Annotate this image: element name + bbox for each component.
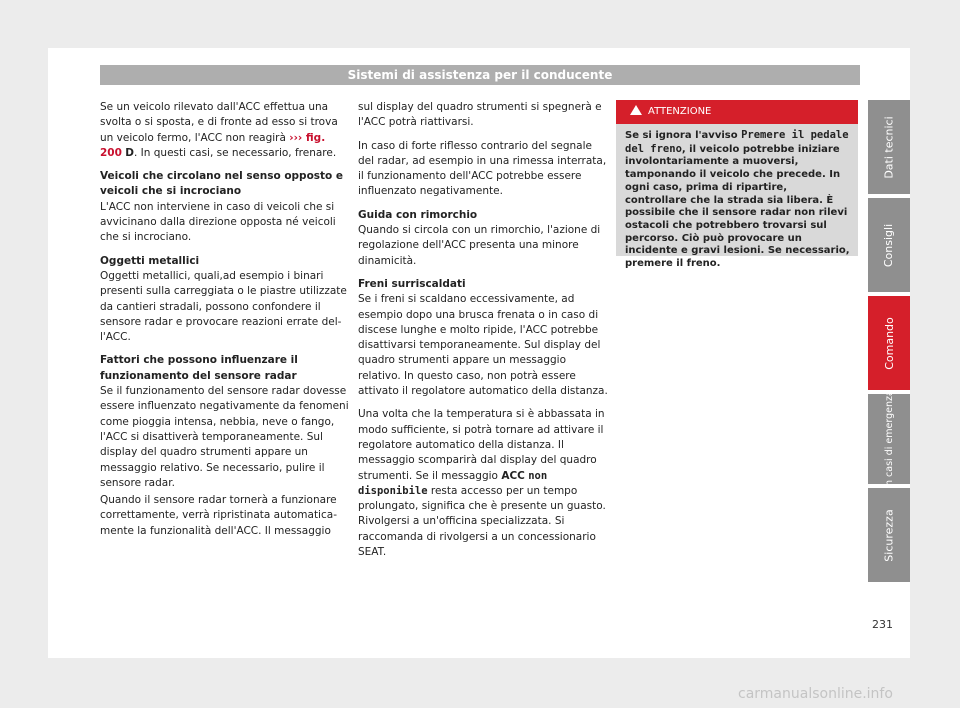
page-header: Sistemi di assistenza per il conducente — [100, 65, 860, 85]
warning-text-part: , il veicolo potrebbe iniziare involontariamente a muoversi, tamponando il veicolo che precede. In ogni caso, prima di ripartire, controllare che la strada sia libera. È possibile che il sensore radar non rilevi ostacoli che potrebbero trovarsi sul percorso. Ciò può provocare un incidente e gravi lesioni. Se necessario, premere il freno. — [625, 143, 850, 270]
warning-text — [616, 124, 858, 271]
message-non-disponibile: non disponibile — [358, 469, 548, 497]
tab-label: In casi di emergenza — [883, 389, 895, 489]
text-column-left — [100, 100, 350, 547]
warning-title: ATTENZIONE — [648, 106, 712, 117]
paragraph: Se i freni si scaldano eccessivamente, ad esempio dopo una brusca frenata o in caso di discese lunghe e molto ripide, l'ACC potrebbe disattivarsi temporaneamente. Sul display del quadro strumenti appare un messaggio relativo. In questo caso, non potrà essere attivato il regolatore automatico della distanza. — [358, 293, 608, 398]
tab-in-casi-di-emergenza[interactable] — [868, 389, 910, 489]
text-column-middle — [358, 100, 608, 568]
warning-box — [616, 100, 858, 270]
tab-consigli[interactable] — [868, 198, 910, 292]
section-heading: Fattori che possono influenzare il funzionamento del sensore radar — [100, 354, 298, 382]
section-heading: Oggetti metallici — [100, 254, 200, 267]
paragraph: Oggetti metallici, quali,ad esempio i binari presenti sulla carreggiata o le piastre utilizzate da cantieri stradali, possono confondere il sensore radar e provocare reazioni errate dell'ACC. — [100, 269, 347, 344]
paragraph-text: Se un veicolo rilevato dall'ACC effettua una svolta o si sposta, e di fronte ad esso si trova un veicolo fermo, l'ACC non reagirà — [100, 101, 338, 144]
page-number: 231 — [872, 618, 893, 631]
paragraph-text: . In questi casi, se necessario, frenare. — [133, 146, 337, 159]
paragraph — [100, 100, 350, 161]
warning-message-code: Premere il pedale del freno — [625, 129, 849, 155]
message-acc: ACC — [501, 469, 525, 482]
paragraph — [358, 407, 608, 560]
tab-label: Consigli — [882, 223, 896, 267]
paragraph: sul display del quadro strumenti si spegnerà e l'ACC potrà riattivarsi. — [358, 101, 602, 129]
warning-text-part: Se si ignora l'avviso — [625, 130, 738, 141]
section-heading: Guida con rimorchio — [358, 208, 478, 221]
tab-label: Dati tecnici — [882, 115, 896, 179]
tab-comando[interactable] — [868, 296, 910, 390]
warning-header — [616, 100, 858, 124]
section-heading: Veicoli che circolano nel senso opposto e veicoli che si incrociano — [100, 170, 344, 198]
paragraph: Se il funzionamento del sensore radar dovesse essere influenzato negativamente da fenomeni come pioggia intensa, nebbia, neve o fango, l'ACC si disattiverà temporaneamente. Sul display del quadro strumenti appare un messaggio relativo. Se necessario, pulire il sensore radar. — [100, 385, 349, 489]
tab-label: Sicurezza — [882, 508, 896, 562]
figure-ref-letter: D — [125, 146, 134, 159]
watermark: carmanualsonline.info — [738, 686, 893, 702]
paragraph-text: resta accesso per un tempo prolungato, significa che è presente un guasto. Rivolgersi a un'officina specializzata. Si raccomanda di rivolgersi a un concessionario SEAT. — [358, 484, 606, 559]
figure-link[interactable]: ››› fig. 200 — [100, 131, 326, 159]
paragraph: In caso di forte riflesso contrario del segnale del radar, ad esempio in una rimessa interrata, il funzionamento dell'ACC potrebbe essere influenzato negativamente. — [358, 139, 607, 198]
tab-label: Comando — [882, 316, 896, 370]
tab-dati-tecnici[interactable] — [868, 100, 910, 194]
section-heading: Freni surriscaldati — [358, 277, 466, 290]
paragraph-text: Una volta che la temperatura si è abbassata in modo sufficiente, si potrà tornare ad attivare il regolatore automatico della distanza. Il messaggio scomparirà dal display del quadro strumenti. Se il messaggio — [358, 408, 605, 482]
paragraph: L'ACC non interviene in caso di veicoli che si avvicinano dalla direzione opposta né veicoli che si incrociano. — [100, 200, 336, 244]
paragraph: Quando il sensore radar tornerà a funzionare correttamente, verrà ripristinata automaticamente la funzionalità dell'ACC. Il messaggio — [100, 494, 337, 537]
paragraph: Quando si circola con un rimorchio, l'azione di regolazione dell'ACC presenta una minore dinamicità. — [358, 224, 601, 267]
warning-triangle-icon — [630, 105, 642, 115]
tab-sicurezza[interactable] — [868, 488, 910, 582]
